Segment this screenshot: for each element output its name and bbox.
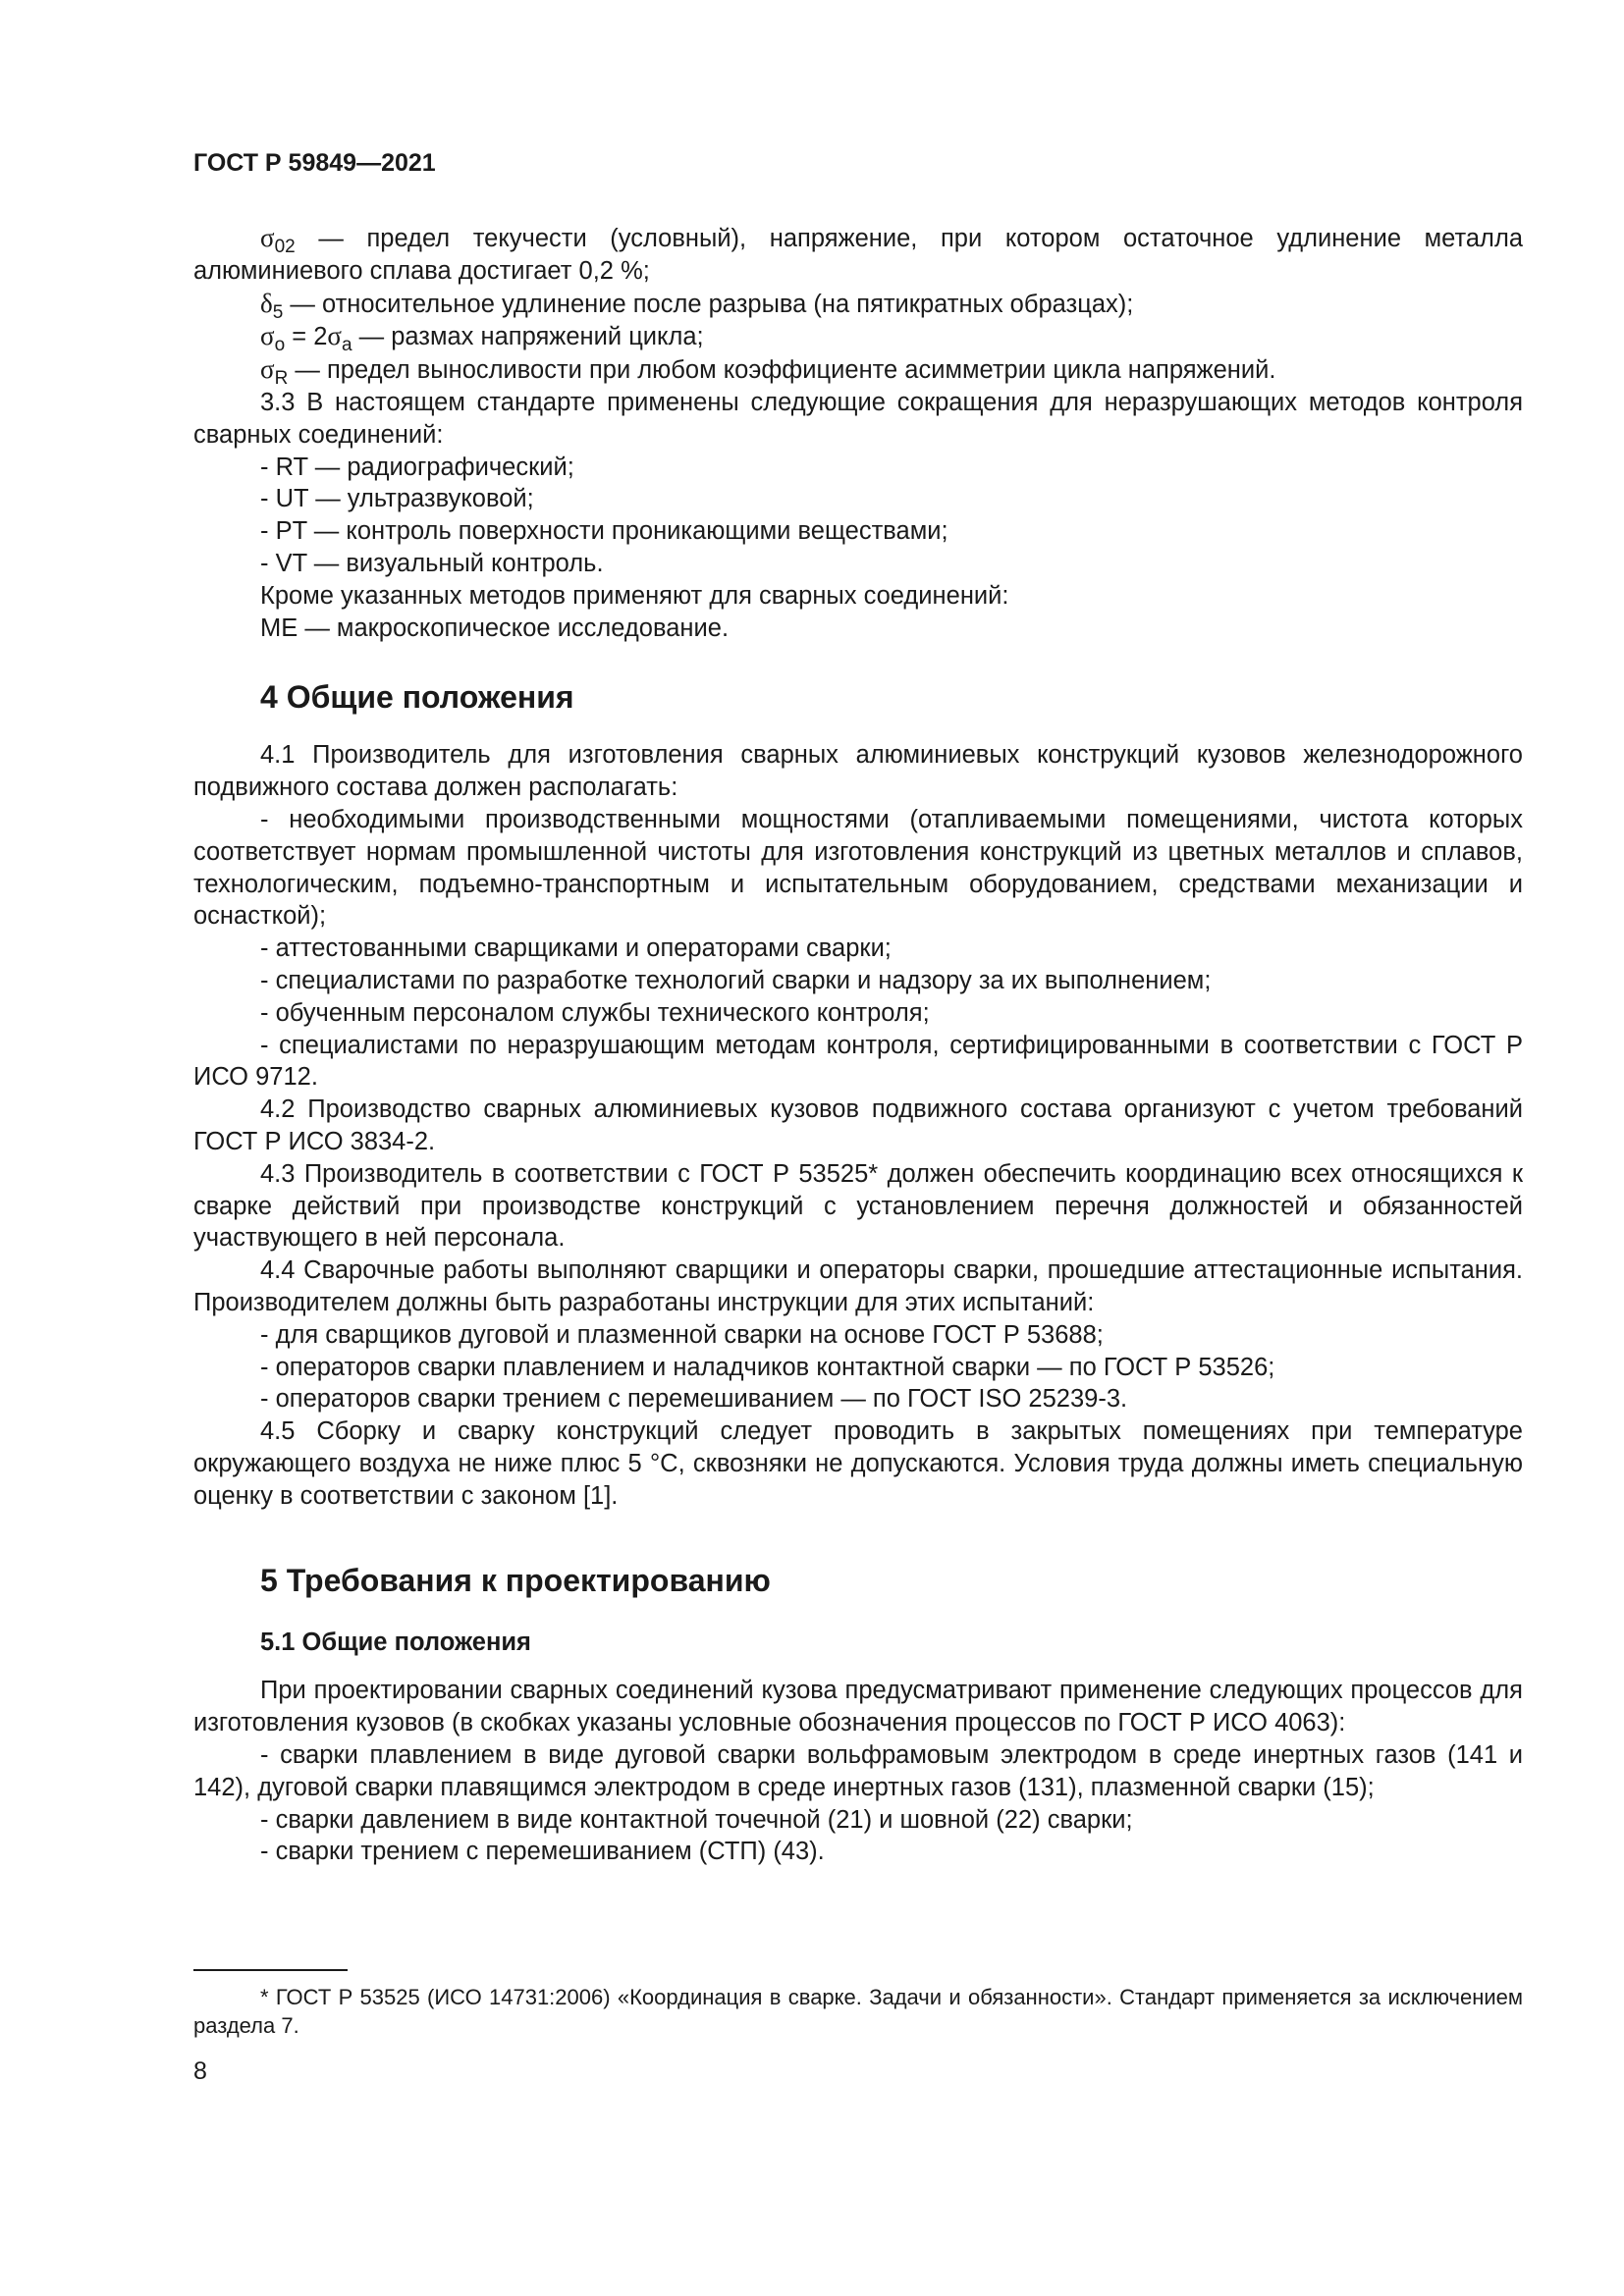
- list-item: - PT — контроль поверхности проникающими веществами;: [260, 517, 948, 546]
- section-4-heading: 4 Общие положения: [260, 679, 574, 716]
- list-item: - специалистами по разработке технологий сварки и надзору за их выполнением;: [260, 966, 1212, 994]
- section-5-heading: 5 Требования к проектированию: [260, 1563, 771, 1599]
- symbol-sigma: σ: [260, 321, 275, 351]
- list-item: - VT — визуальный контроль.: [260, 549, 604, 577]
- symbol-sigma: σ: [260, 354, 275, 385]
- symbol-subscript: 5: [272, 301, 284, 323]
- symbol-subscript: о: [274, 335, 286, 356]
- document-code-header: ГОСТ Р 59849—2021: [193, 149, 436, 177]
- symbol-subscript: R: [274, 368, 289, 390]
- paragraph-3-3: 3.3 В настоящем стандарте применены следующие сокращения для неразрушающих методов контроля сварных соединений:: [193, 388, 1523, 449]
- page-content: [193, 222, 1523, 1868]
- symbol-sigma: σ: [327, 321, 342, 351]
- list-item: - операторов сварки трением с перемешиванием — по ГОСТ ISO 25239-3.: [260, 1385, 1128, 1414]
- paragraph-4-1: 4.1 Производитель для изготовления сварных алюминиевых конструкций кузовов железнодорожного подвижного состава должен располагать:: [193, 741, 1523, 802]
- list-item: ME — макроскопическое исследование.: [260, 614, 730, 642]
- footnote-divider: [193, 1969, 348, 1971]
- symbol-description: — относительное удлинение после разрыва (на пятикратных образцах);: [283, 290, 1134, 318]
- paragraph-5-1: При проектировании сварных соединений кузова предусматривают применение следующих процессов для изготовления кузовов (в скобках указаны условные обозначения процессов по ГОСТ Р ИСО 4063):: [193, 1677, 1523, 1737]
- symbol-definition: [193, 222, 1523, 288]
- list-item: - операторов сварки плавлением и наладчиков контактной сварки — по ГОСТ Р 53526;: [260, 1353, 1275, 1381]
- symbol-description: — предел текучести (условный), напряжение, при котором остаточное удлинение металла алюминиевого сплава достигает 0,2 %;: [193, 225, 1523, 285]
- symbol-sigma: σ: [260, 223, 275, 252]
- subsection-5-1-heading: 5.1 Общие положения: [260, 1629, 531, 1657]
- symbol-description: — размах напряжений цикла;: [352, 323, 704, 351]
- symbol-definition: [193, 353, 1523, 390]
- list-item: - специалистами по неразрушающим методам контроля, сертифицированными в соответствии с ГОСТ Р ИСО 9712.: [193, 1031, 1523, 1092]
- paragraph-4-3: 4.3 Производитель в соответствии с ГОСТ Р 53525* должен обеспечить координацию всех относящихся к сварке действий при производстве конструкций с установлением перечня должностей и обязанностей участвующего в ней персонала.: [193, 1159, 1523, 1253]
- symbol-definition: [193, 320, 1523, 356]
- list-item: - для сварщиков дуговой и плазменной сварки на основе ГОСТ Р 53688;: [260, 1320, 1104, 1349]
- list-item: - сварки плавлением в виде дуговой сварки вольфрамовым электродом в среде инертных газов (141 и 142), дуговой сварки плавящимся электродом в среде инертных газов (131), плазменной сварки (15);: [193, 1741, 1523, 1801]
- paragraph-4-5: 4.5 Сборку и сварку конструкций следует проводить в закрытых помещениях при температуре окружающего воздуха не ниже плюс 5 °С, сквозняки не допускаются. Условия труда должны иметь специальную оценку в соответствии с законом [1].: [193, 1417, 1523, 1510]
- symbol-subscript: а: [341, 335, 352, 356]
- list-item: - сварки трением с перемешиванием (СТП) (43).: [260, 1838, 825, 1866]
- symbol-definition: [193, 288, 1523, 321]
- list-item: - необходимыми производственными мощностями (отапливаемыми помещениями, чистота которых соответствует нормам промышленной чистоты для изготовления конструкций из цветных металлов и сплавов, технологическим, подъемно-транспортным и испытательным оборудованием, средствами механизации и оснасткой);: [193, 805, 1523, 931]
- paragraph-text: Кроме указанных методов применяют для сварных соединений:: [260, 581, 1009, 610]
- list-item: - аттестованными сварщиками и операторами сварки;: [260, 934, 892, 963]
- symbol-subscript: 02: [274, 237, 296, 257]
- footnote-text: * ГОСТ Р 53525 (ИСО 14731:2006) «Координация в сварке. Задачи и обязанности». Стандарт применяется за исключением раздела 7.: [193, 1985, 1523, 2038]
- list-item: - UT — ультразвуковой;: [260, 485, 534, 513]
- symbol-description: — предел выносливости при любом коэффициенте асимметрии цикла напряжений.: [288, 356, 1276, 385]
- footnote: [193, 1983, 1523, 2040]
- list-item: - RT — радиографический;: [260, 453, 574, 481]
- symbol-delta: δ: [260, 288, 273, 318]
- list-item: - обученным персоналом службы технического контроля;: [260, 998, 930, 1027]
- paragraph-4-2: 4.2 Производство сварных алюминиевых кузовов подвижного состава организуют с учетом требований ГОСТ Р ИСО 3834-2.: [193, 1095, 1523, 1155]
- paragraph-4-4: 4.4 Сварочные работы выполняют сварщики и операторы сварки, прошедшие аттестационные испытания. Производителем должны быть разработаны инструкции для этих испытаний:: [193, 1256, 1523, 1316]
- symbol-equation: = 2: [285, 323, 328, 351]
- list-item: - сварки давлением в виде контактной точечной (21) и шовной (22) сварки;: [260, 1805, 1133, 1834]
- page-number: 8: [193, 2057, 207, 2085]
